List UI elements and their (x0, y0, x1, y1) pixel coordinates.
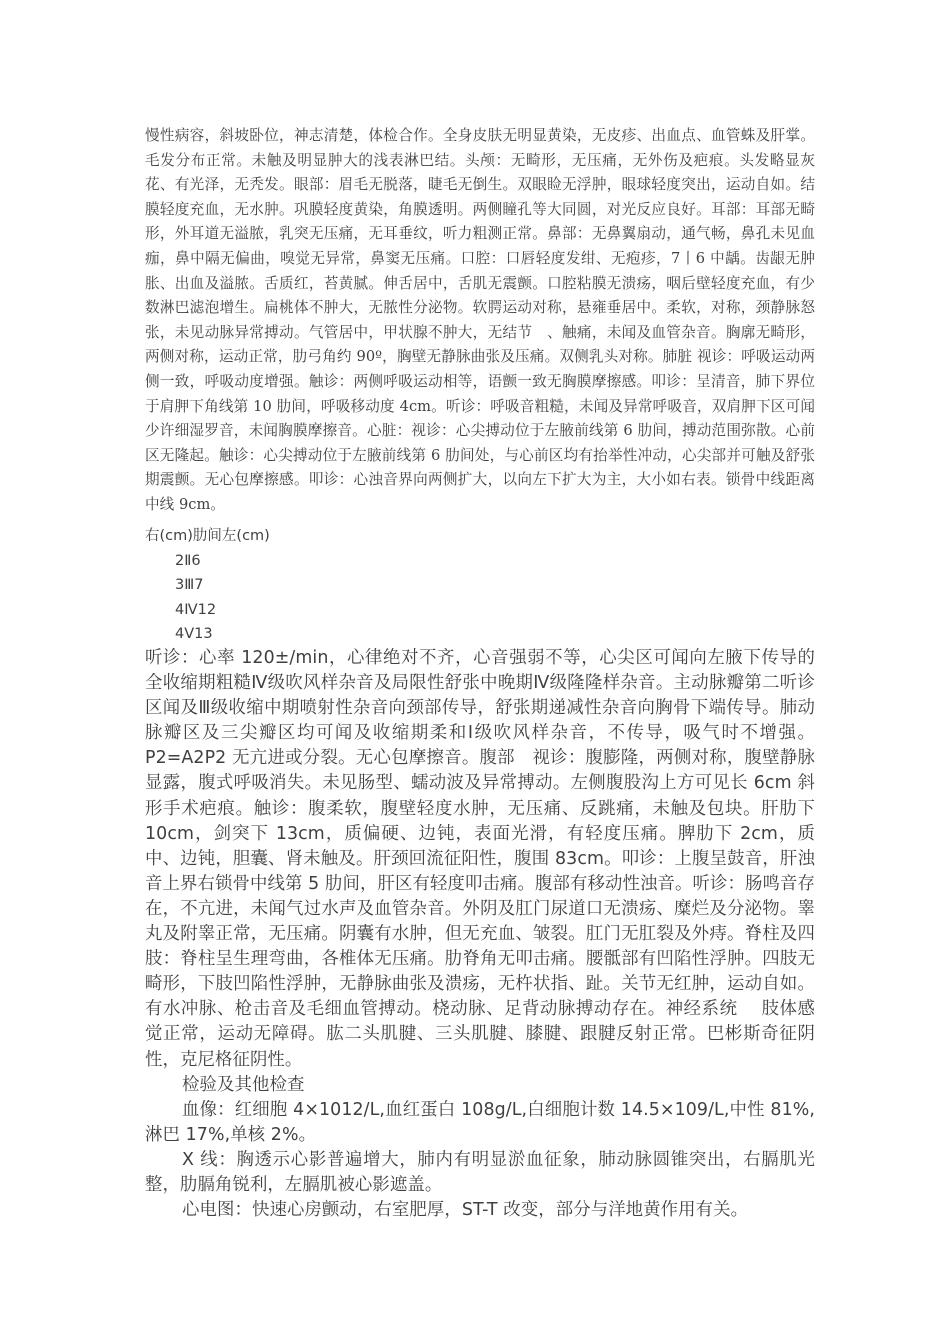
findings-section (145, 646, 815, 1223)
physical-exam-section (145, 124, 815, 518)
heart-border-row: 2Ⅱ6 (175, 552, 201, 569)
heart-border-row: 4Ⅴ13 (175, 626, 213, 643)
blood-test-paragraph: 血像：红细胞 4×1012/L,血红蛋白 108g/L,白细胞计数 14.5×109/L,中性 81%,淋巴 17%,单核 2%。 (145, 1099, 815, 1145)
heart-border-row: 4Ⅳ12 (175, 601, 217, 618)
physical-exam-paragraph: 慢性病容，斜坡卧位，神志清楚，体检合作。全身皮肤无明显黄染，无皮疹、出血点、血管蛛及肝掌。毛发分布正常。未触及明显肿大的浅表淋巴结。头颅：无畸形，无压痛，无外伤及疤痕。头发略显灰花、有光泽，无秃发。眼部：眉毛无脱落，睫毛无倒生。双眼睑无浮肿，眼球轻度突出，运动自如。结膜轻度充血，无水肿。巩膜轻度黄染，角膜透明。两侧瞳孔等大同圆，对光反应良好。耳部：耳部无畸形，外耳道无溢脓，乳突无压痛，无耳垂纹，听力粗测正常。鼻部：无鼻翼扇动，通气畅，鼻孔未见血痂，鼻中隔无偏曲，嗅觉无异常，鼻窦无压痛。口腔：口唇轻度发绀、无疱疹，7丨6 中龋。齿龈无肿胀、出血及溢脓。舌质红，苔黄腻。伸舌居中，舌肌无震颤。口腔粘膜无溃疡，咽后壁轻度充血，有少数淋巴滤泡增生。扁桃体不肿大，无脓性分泌物。软腭运动对称，悬雍垂居中。柔软，对称，颈静脉怒张，未见动脉异常搏动。气管居中，甲状腺不肿大，无结节 、触痛，未闻及血管杂音。胸廓无畸形，两侧对称，运动正常，肋弓角约 90º，胸壁无静脉曲张及压痛。双侧乳头对称。肺脏 视诊：呼吸运动两侧一致，呼吸动度增强。触诊：两侧呼吸运动相等，语颤一致无胸膜摩擦感。叩诊：呈清音，肺下界位于肩胛下角线第 10 肋间，呼吸移动度 4cm。听诊：呼吸音粗糙，未闻及异常呼吸音，双肩胛下区可闻少许细湿罗音，未闻胸膜摩擦音。心脏：视诊：心尖搏动位于左腋前线第 6 肋间，搏动范围弥散。心前区无隆起。触诊：心尖搏动位于左腋前线第 6 肋间处，与心前区均有抬举性冲动，心尖部并可触及舒张期震颤。无心包摩擦感。叩诊：心浊音界向两侧扩大，以向左下扩大为主，大小如右表。锁骨中线距离中线 9cm。 (145, 127, 815, 513)
heart-border-row: 3Ⅲ7 (175, 577, 204, 594)
heart-border-table (145, 524, 270, 647)
xray-paragraph: X 线：胸透示心影普遍增大，肺内有明显淤血征象，肺动脉圆锥突出，右膈肌光整，肋膈角锐利，左膈肌被心影遮盖。 (145, 1149, 815, 1195)
lab-section-title: 检验及其他检查 (182, 1074, 305, 1095)
auscultation-paragraph: 听诊：心率 120±/min，心律绝对不齐，心音强弱不等，心尖区可闻向左腋下传导的全收缩期粗糙Ⅳ级吹风样杂音及局限性舒张中晚期Ⅳ级隆隆样杂音。主动脉瓣第二听诊区闻及Ⅲ级收缩中期喷射性杂音向颈部传导，舒张期递减性杂音向胸骨下端传导。肺动脉瓣区及三尖瓣区均可闻及收缩期柔和Ⅰ级吹风样杂音，不传导，吸气时不增强。P2=A2P2 无亢进或分裂。无心包摩擦音。腹部 视诊：腹膨隆，两侧对称，腹壁静脉显露，腹式呼吸消失。未见肠型、蠕动波及异常搏动。左侧腹股沟上方可见长 6cm 斜形手术疤痕。触诊：腹柔软，腹壁轻度水肿，无压痛、反跳痛，未触及包块。肝肋下 10cm，剑突下 13cm，质偏硬、边钝，表面光滑，有轻度压痛。脾肋下 2cm，质中、边钝，胆囊、肾未触及。肝颈回流征阳性，腹围 83cm。叩诊：上腹呈鼓音，肝浊音上界右锁骨中线第 5 肋间，肝区有轻度叩击痛。腹部有移动性浊音。听诊：肠鸣音存在，不亢进，未闻气过水声及血管杂音。外阴及肛门尿道口无溃疡、糜烂及分泌物。睾丸及附睾正常，无压痛。阴囊有水肿，但无充血、皱裂。肛门无肛裂及外痔。脊柱及四肢：脊柱呈生理弯曲，各椎体无压痛。肋脊角无叩击痛。腰骶部有凹陷性浮肿。四肢无畸形，下肢凹陷性浮肿，无静脉曲张及溃疡，无杵状指、趾。关节无红肿，运动自如。有水冲脉、枪击音及毛细血管搏动。桡动脉、足背动脉搏动存在。神经系统 肢体感觉正常，运动无障碍。肱二头肌腱、三头肌腱、膝腱、跟腱反射正常。巴彬斯奇征阴性，克尼格征阴性。 (145, 648, 815, 1070)
heart-border-header: 右(cm)肋间左(cm) (145, 528, 270, 544)
ecg-paragraph: 心电图：快速心房颤动，右室肥厚，ST-T 改变，部分与洋地黄作用有关。 (182, 1200, 749, 1221)
